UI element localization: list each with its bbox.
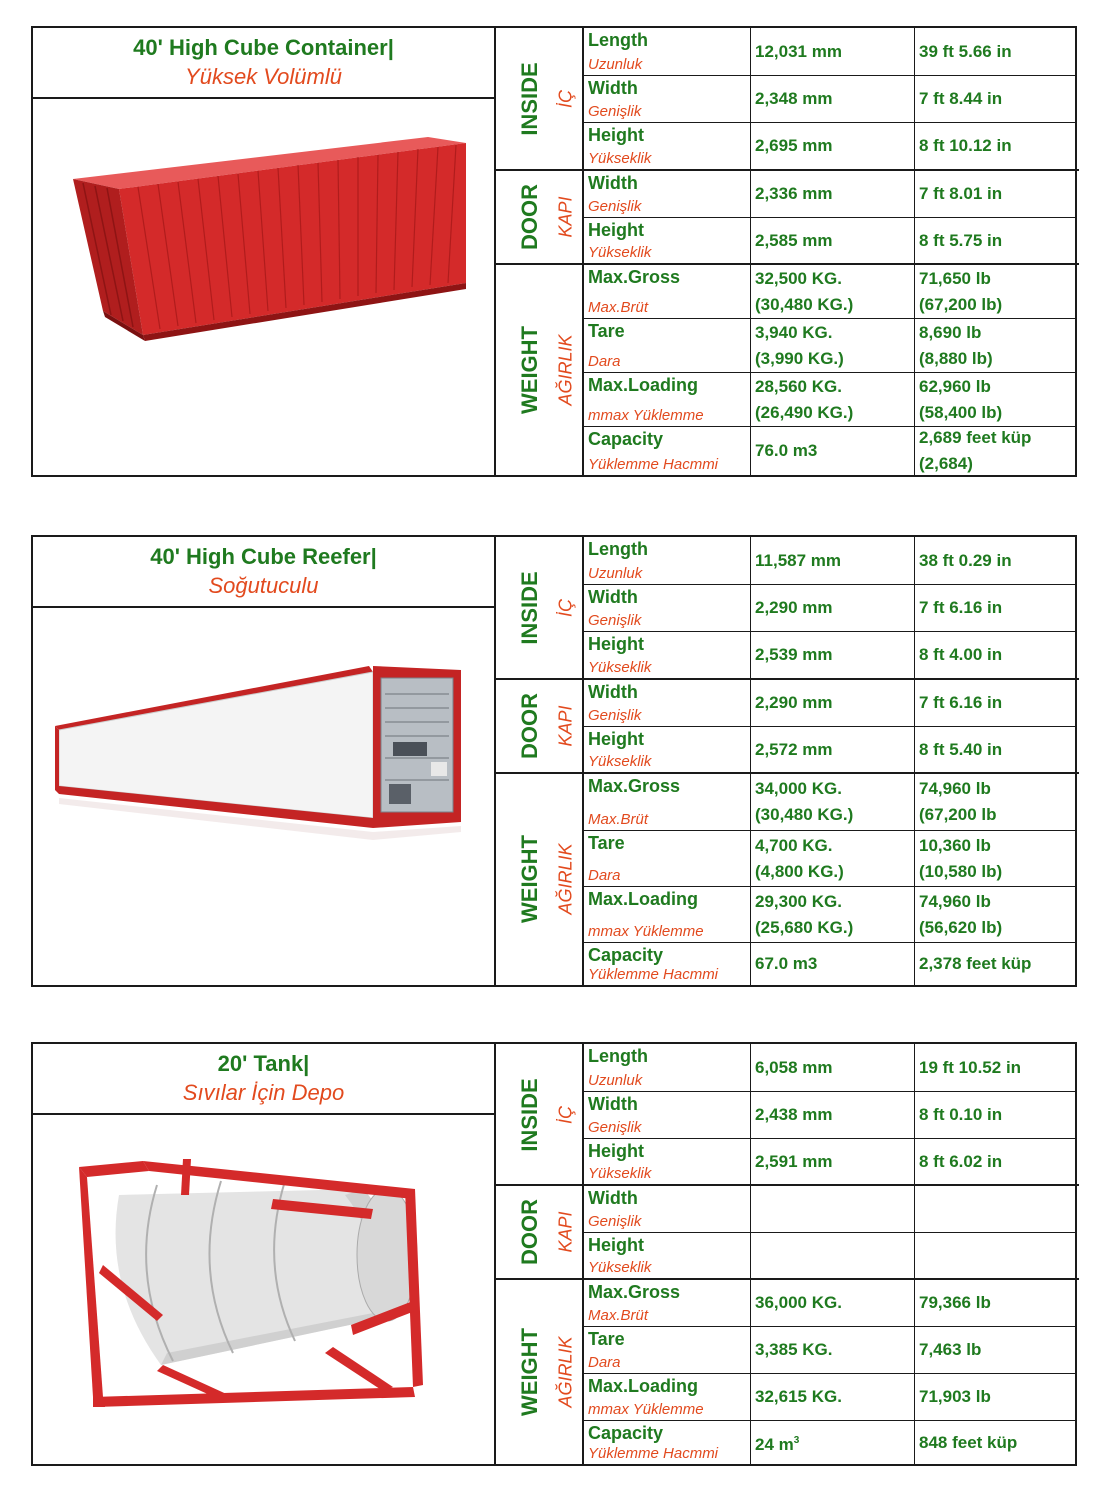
metric-value: 29,300 KG. (25,680 KG.)	[755, 891, 854, 937]
table-row	[584, 680, 1077, 726]
section-door	[496, 679, 584, 773]
container-subtitle: Sıvılar İçin Depo	[182, 1080, 345, 1105]
row-label: Width	[588, 78, 638, 98]
section-door	[496, 170, 584, 264]
container-image	[33, 99, 494, 475]
table-row	[584, 265, 1077, 318]
table-row	[584, 1280, 1077, 1326]
metric-value: 34,000 KG. (30,480 KG.)	[755, 779, 854, 824]
table-row	[584, 75, 1077, 122]
imperial-value: 8,690 lb (8,880 lb)	[919, 322, 993, 368]
imperial-value: 7,463 lb	[919, 1340, 982, 1359]
row-label: Width	[588, 587, 638, 607]
row-label: Max.Gross	[588, 1282, 681, 1302]
section-label-tr: İÇ	[555, 599, 576, 617]
table-row	[584, 426, 1077, 475]
row-label: Tare	[588, 833, 625, 853]
table-row	[584, 217, 1077, 263]
metric-value: 2,348 mm	[755, 89, 833, 108]
imperial-value: 8 ft 5.40 in	[919, 739, 1003, 759]
imperial-value: 2,378 feet küp	[919, 954, 1032, 973]
imperial-value: 7 ft 8.44 in	[919, 89, 1003, 108]
metric-value: 2,591 mm	[755, 1151, 833, 1171]
row-label: Width	[588, 173, 638, 193]
row-label: Height	[588, 634, 644, 654]
table-row	[584, 886, 1077, 942]
container-title-box	[33, 28, 494, 99]
row-label: Width	[588, 682, 638, 702]
imperial-value: 7 ft 6.16 in	[919, 598, 1003, 617]
row-label: Max.Loading	[588, 375, 699, 395]
container-title: 40' High Cube Container|	[133, 35, 394, 60]
row-label: Max.Loading	[588, 889, 699, 909]
table-row	[584, 774, 1077, 830]
section-label: DOOR	[517, 693, 542, 759]
section-label-tr: KAPI	[555, 196, 576, 238]
imperial-value: 848 feet küp	[919, 1432, 1018, 1452]
imperial-value: 8 ft 0.10 in	[919, 1105, 1003, 1124]
imperial-value: 2,689 feet küp (2,684)	[919, 428, 1032, 473]
row-label: Max.Gross	[588, 267, 681, 287]
container-subtitle: Yüksek Volümlü	[185, 64, 342, 89]
section-label: INSIDE	[517, 1077, 542, 1152]
imperial-value: 74,960 lb (67,200 lb	[919, 779, 997, 824]
table-row	[584, 1138, 1077, 1184]
row-label: Width	[588, 1188, 638, 1208]
metric-value: 76.0 m3	[755, 441, 818, 460]
row-label-tr: Yüklemme Hacmmi	[588, 966, 719, 983]
imperial-value: 8 ft 10.12 in	[919, 136, 1012, 155]
spec-block-high-cube-container	[31, 26, 1077, 477]
spec-block-high-cube-reefer	[31, 535, 1077, 987]
metric-value: 2,438 mm	[755, 1105, 833, 1124]
metric-value: 11,587 mm	[755, 550, 842, 570]
section-label-tr: AĞIRLIK	[555, 333, 576, 406]
row-label-tr: mmax Yüklemme	[588, 923, 704, 940]
table-row	[584, 318, 1077, 372]
row-label: Max.Loading	[588, 1376, 699, 1396]
row-label-tr: Max.Brüt	[588, 299, 649, 316]
table-row	[584, 584, 1077, 631]
section-label: DOOR	[517, 184, 542, 250]
section-door	[496, 1185, 584, 1279]
row-label-tr: Genişlik	[588, 1119, 642, 1136]
row-label-tr: Uzunluk	[588, 565, 643, 582]
row-label-tr: Yükseklik	[588, 150, 652, 167]
row-label-tr: Yükseklik	[588, 244, 652, 261]
metric-value: 6,058 mm	[755, 1057, 833, 1077]
row-label-tr: Genişlik	[588, 707, 642, 724]
reefer-container-illustration	[33, 608, 493, 985]
unit-superscript: 3	[793, 1434, 800, 1446]
metric-value: 2,585 mm	[755, 230, 833, 250]
table-row	[584, 1232, 1077, 1278]
table-row	[584, 726, 1077, 772]
row-label-tr: Uzunluk	[588, 1072, 643, 1089]
section-label: INSIDE	[517, 571, 542, 645]
row-label: Capacity	[588, 945, 664, 965]
table-row	[584, 537, 1077, 584]
section-label: WEIGHT	[517, 325, 542, 414]
metric-value	[755, 1428, 799, 1458]
spec-block-tank	[31, 1042, 1077, 1466]
table-row	[584, 631, 1077, 678]
metric-value: 2,336 mm	[755, 184, 833, 203]
row-label: Height	[588, 1235, 644, 1255]
container-panel	[33, 537, 496, 985]
section-inside	[496, 537, 584, 679]
container-panel	[33, 28, 496, 475]
metric-value: 67.0 m3	[755, 954, 818, 973]
table-row	[584, 28, 1077, 75]
row-label: Capacity	[588, 1423, 664, 1443]
metric-value: 4,700 KG. (4,800 KG.)	[755, 835, 844, 881]
row-label: Tare	[588, 1329, 625, 1349]
table-row	[584, 1373, 1077, 1420]
table-row	[584, 942, 1077, 985]
imperial-value: 8 ft 6.02 in	[919, 1151, 1003, 1171]
container-image	[33, 1115, 494, 1464]
tank-container-illustration	[33, 1115, 493, 1464]
imperial-value: 74,960 lb (56,620 lb)	[919, 891, 1003, 937]
row-label: Length	[588, 539, 648, 559]
row-label-tr: Yükseklik	[588, 659, 652, 676]
metric-value: 2,290 mm	[755, 693, 833, 712]
metric-value: 36,000 KG.	[755, 1293, 842, 1312]
row-label: Tare	[588, 321, 625, 341]
section-label: WEIGHT	[517, 835, 542, 923]
row-label-tr: Genişlik	[588, 103, 642, 120]
imperial-value: 7 ft 6.16 in	[919, 693, 1003, 712]
row-label: Height	[588, 125, 644, 145]
row-label-tr: Yüklemme Hacmmi	[588, 1445, 719, 1462]
section-label-tr: AĞIRLIK	[555, 843, 576, 915]
container-title-box	[33, 1044, 494, 1115]
row-label-tr: Dara	[588, 353, 621, 370]
metric-value: 28,560 KG. (26,490 KG.)	[755, 376, 854, 422]
table-row	[584, 1326, 1077, 1373]
section-label-tr: İÇ	[555, 1105, 576, 1124]
section-label-tr: AĞIRLIK	[555, 1335, 576, 1408]
imperial-value: 79,366 lb	[919, 1293, 991, 1312]
section-weight	[496, 1279, 584, 1464]
container-title: 20' Tank|	[217, 1051, 310, 1076]
container-title-box	[33, 537, 494, 608]
section-label: INSIDE	[517, 62, 542, 136]
container-panel	[33, 1044, 496, 1464]
row-label-tr: Dara	[588, 867, 621, 884]
section-label-tr: KAPI	[555, 705, 576, 747]
imperial-value: 62,960 lb (58,400 lb)	[919, 376, 1003, 422]
imperial-value: 8 ft 4.00 in	[919, 645, 1003, 664]
metric-value: 32,500 KG. (30,480 KG.)	[755, 268, 854, 314]
row-label: Height	[588, 1141, 644, 1161]
row-label-tr: Yükseklik	[588, 1259, 652, 1276]
container-title: 40' High Cube Reefer|	[150, 544, 377, 569]
metric-value: 3,940 KG. (3,990 KG.)	[755, 322, 844, 368]
row-label-tr: Genişlik	[588, 612, 642, 629]
imperial-value: 71,903 lb	[919, 1387, 991, 1406]
row-label-tr: Uzunluk	[588, 56, 643, 73]
imperial-value: 7 ft 8.01 in	[919, 184, 1003, 203]
container-image	[33, 608, 494, 985]
imperial-value: 38 ft 0.29 in	[919, 550, 1012, 570]
section-weight	[496, 264, 584, 475]
row-label-tr: Yükseklik	[588, 1165, 652, 1182]
row-label-tr: Genişlik	[588, 1213, 642, 1230]
section-label-tr: İÇ	[555, 90, 576, 108]
imperial-value: 10,360 lb (10,580 lb)	[919, 835, 1003, 881]
metric-value: 2,290 mm	[755, 598, 833, 617]
metric-value: 12,031 mm	[755, 41, 842, 61]
section-inside	[496, 28, 584, 170]
table-row	[584, 1420, 1077, 1464]
row-label: Max.Gross	[588, 776, 681, 796]
imperial-value: 8 ft 5.75 in	[919, 230, 1003, 250]
metric-value: 2,572 mm	[755, 739, 833, 759]
row-label: Length	[588, 30, 648, 50]
metric-value: 2,695 mm	[755, 136, 833, 155]
table-row	[584, 372, 1077, 426]
imperial-value: 19 ft 10.52 in	[919, 1057, 1022, 1077]
row-label-tr: Max.Brüt	[588, 811, 649, 828]
row-label: Width	[588, 1094, 638, 1114]
row-label-tr: Genişlik	[588, 198, 642, 215]
section-label: DOOR	[517, 1199, 542, 1265]
section-label-tr: KAPI	[555, 1211, 576, 1253]
metric-value: 2,539 mm	[755, 645, 833, 664]
table-row	[584, 1044, 1077, 1091]
table-row	[584, 1091, 1077, 1138]
imperial-value: 71,650 lb (67,200 lb)	[919, 268, 1003, 314]
capacity-value: 24 m	[755, 1434, 794, 1454]
row-label-tr: mmax Yüklemme	[588, 1401, 704, 1418]
imperial-value: 39 ft 5.66 in	[919, 41, 1012, 61]
container-subtitle: Soğutuculu	[208, 573, 319, 598]
row-label-tr: Yükseklik	[588, 753, 652, 770]
table-row	[584, 122, 1077, 169]
table-row	[584, 830, 1077, 886]
row-label-tr: Dara	[588, 1354, 621, 1371]
row-label: Height	[588, 729, 644, 749]
row-label: Height	[588, 220, 644, 240]
table-row	[584, 1186, 1077, 1232]
row-label-tr: Yüklemme Hacmmi	[588, 456, 719, 473]
row-label: Capacity	[588, 429, 664, 449]
section-label: WEIGHT	[517, 1327, 542, 1416]
row-label-tr: mmax Yüklemme	[588, 407, 704, 424]
metric-value: 3,385 KG.	[755, 1340, 833, 1359]
red-container-illustration	[33, 99, 493, 475]
row-label: Length	[588, 1046, 648, 1066]
metric-value: 32,615 KG.	[755, 1387, 842, 1406]
section-inside	[496, 1044, 584, 1185]
table-row	[584, 171, 1077, 217]
section-weight	[496, 773, 584, 985]
row-label-tr: Max.Brüt	[588, 1307, 649, 1324]
